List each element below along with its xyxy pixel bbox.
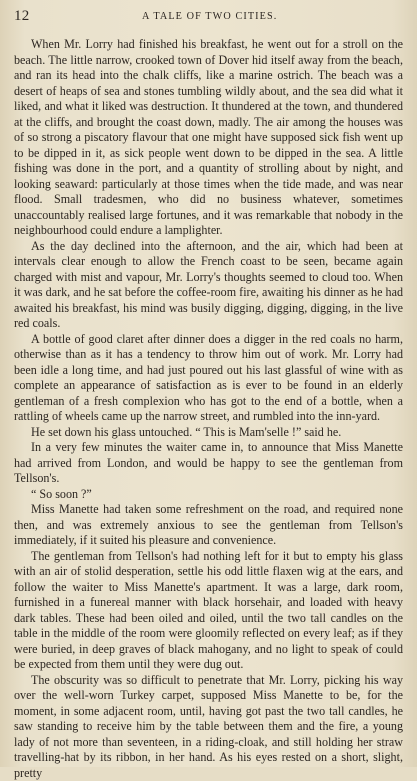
paragraph-1: When Mr. Lorry had finished his breakfast, he went out for a stroll on the beach. The little narrow, crooked town of Dover hid itself away from the beach, and ran its head into the chalk cliffs, like a marine ostrich. The beach was a desert of heaps of sea and stones tumbling wildly about, and the sea did what it liked, and what it liked was destruction. It thundered at the town, and thundered at the cliffs, and brought the coast down, madly. The air among the houses was of so strong a piscatory flavour that one might have supposed sick fish went up to be dipped in it, as sick people went down to be dipped in the sea. A little fishing was done in the port, and a quantity of strolling about by night, and looking seaward: particularly at those times when the tide made, and was near flood. Small tradesmen, who did no business whatever, sometimes unaccountably realised large fortunes, and it was remarkable that nobody in the neighbourhood could endure a lamplighter. (14, 37, 403, 239)
running-title: A TALE OF TWO CITIES. (142, 11, 277, 22)
page-number: 12 (14, 8, 30, 25)
paragraph-9: The obscurity was so difficult to penetrate that Mr. Lorry, picking his way over the well-worn Turkey carpet, supposed Miss Manette to be, for the moment, in some adjacent room, until, having got past the two tall candles, he saw standing to receive him by the table between them and the fire, a young lady of not more than seventeen, in a riding-cloak, and still holding her straw travelling-hat by its ribbon, in her hand. As his eyes rested on a short, slight, pretty (14, 673, 403, 781)
paragraph-3: A bottle of good claret after dinner does a digger in the red coals no harm, otherwise than as it has a tendency to throw him out of work. Mr. Lorry had been idle a long time, and had just poured out his last glassful of wine with as complete an appearance of satisfaction as is ever to be found in an elderly gentleman of a fresh complexion who has got to the end of a bottle, when a rattling of wheels came up the narrow street, and rumbled into the inn-yard. (14, 332, 403, 425)
body-text (14, 37, 403, 781)
page-header (14, 8, 405, 28)
paragraph-5: In a very few minutes the waiter came in, to announce that Miss Manette had arrived from London, and would be happy to see the gentleman from Tellson's. (14, 440, 403, 487)
paragraph-6: “ So soon ?” (14, 487, 403, 503)
paragraph-7: Miss Manette had taken some refreshment on the road, and required none then, and was extremely anxious to see the gentleman from Tellson's immediately, if it suited his pleasure and convenience. (14, 502, 403, 549)
paragraph-4: He set down his glass untouched. “ This is Mam'selle !” said he. (14, 425, 403, 441)
paragraph-2: As the day declined into the afternoon, and the air, which had been at intervals clear enough to allow the French coast to be seen, became again charged with mist and vapour, Mr. Lorry's thoughts seemed to cloud too. When it was dark, and he sat before the coffee-room fire, awaiting his dinner as he had awaited his breakfast, his mind was busily digging, digging, digging, in the live red coals. (14, 239, 403, 332)
paragraph-8: The gentleman from Tellson's had nothing left for it but to empty his glass with an air of stolid desperation, settle his odd little flaxen wig at the ears, and follow the waiter to Miss Manette's apartment. It was a large, dark room, furnished in a funereal manner with black horsehair, and loaded with heavy dark tables. These had been oiled and oiled, until the two tall candles on the table in the middle of the room were gloomily reflected on every leaf; as if they were buried, in deep graves of black mahogany, and no light to speak of could be expected from them until they were dug out. (14, 549, 403, 673)
